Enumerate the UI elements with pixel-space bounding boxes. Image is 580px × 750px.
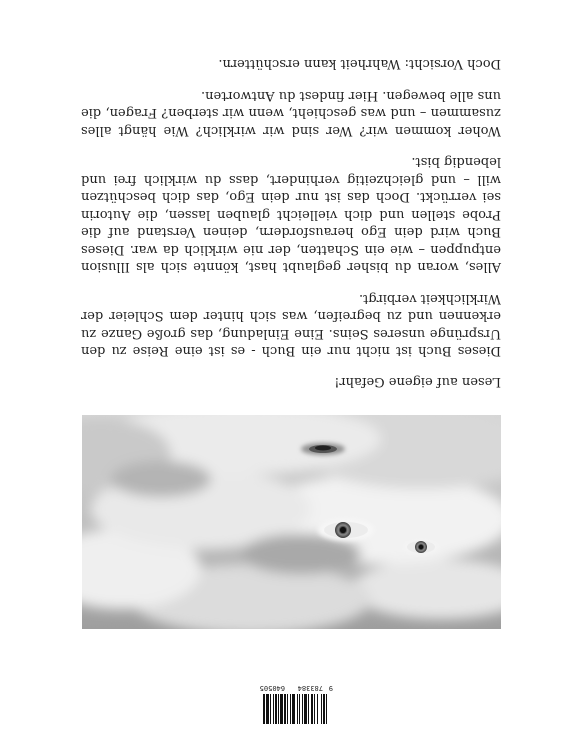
barcode-bar bbox=[299, 694, 300, 724]
eye-icon bbox=[309, 445, 337, 453]
barcode-digits-right: 640505 bbox=[259, 684, 285, 692]
barcode-bar bbox=[284, 694, 286, 724]
warning-heading: Lesen auf eigene Gefahr! bbox=[334, 374, 501, 389]
barcode-bar bbox=[290, 694, 291, 724]
barcode-bar bbox=[292, 694, 295, 724]
barcode-bar bbox=[326, 694, 327, 724]
blurb-paragraph-3: Woher kommen wir? Wer sind wir wirklich? Wie hängt alles zusammen – und was geschieht, wenn wir sterben? Fragen, die uns alle bewegen. Hier findest du Antworten. bbox=[81, 88, 501, 138]
barcode-bar bbox=[308, 694, 309, 724]
barcode-bar bbox=[263, 694, 265, 724]
blurb-text bbox=[81, 55, 501, 390]
barcode-bar bbox=[297, 694, 298, 724]
blurb-paragraph-1: Dieses Buch ist nicht nur ein Buch - es ist eine Reise zu den Ursprünge unseres Seins. Eine Einladung, das große Ganze zu erkennen und zu begreifen, was sich hinter dem Schleier der Wirklichkeit verbirgt. bbox=[81, 291, 501, 359]
barcode-digits-mid: 783384 bbox=[297, 684, 323, 692]
barcode-bar bbox=[311, 694, 313, 724]
barcode-bar bbox=[280, 694, 283, 724]
barcode-bars bbox=[253, 694, 327, 724]
closing-line: Doch Vorsicht: Wahrheit kann erschüttern. bbox=[218, 56, 501, 72]
barcode-bar bbox=[270, 694, 271, 724]
barcode-bar bbox=[321, 694, 322, 724]
isbn-barcode bbox=[247, 682, 333, 738]
barcode-bar bbox=[304, 694, 307, 724]
barcode-bar bbox=[314, 694, 315, 724]
barcode-bar bbox=[278, 694, 279, 724]
eye-icon bbox=[324, 522, 368, 538]
clouds-image-svg bbox=[82, 415, 501, 629]
barcode-bar bbox=[273, 694, 274, 724]
barcode-bar bbox=[275, 694, 277, 724]
barcode-bar bbox=[317, 694, 318, 724]
blurb-paragraph-2: Alles, woran du bisher geglaubt hast, könnte sich als Illusion entpuppen – wie ein Schatten, der nie wirklich da war. Dieses Buch wird dein Ego herausfordern, deinen Verstand auf die Probe stellen und dich vielleicht glauben lassen, die Autorin sei verrückt. Doch das ist nur dein Ego, das dich beschützen will – und gleichzeitig verhindert, dass du wirklich frei und lebendig bist. bbox=[81, 154, 501, 275]
barcode-bar bbox=[323, 694, 325, 724]
eye-icon bbox=[407, 541, 435, 553]
barcode-bar bbox=[266, 694, 269, 724]
clouds-eyes-image bbox=[82, 415, 501, 629]
barcode-bar bbox=[302, 694, 303, 724]
barcode-digit-left: 9 bbox=[328, 684, 333, 692]
barcode-bar bbox=[287, 694, 288, 724]
